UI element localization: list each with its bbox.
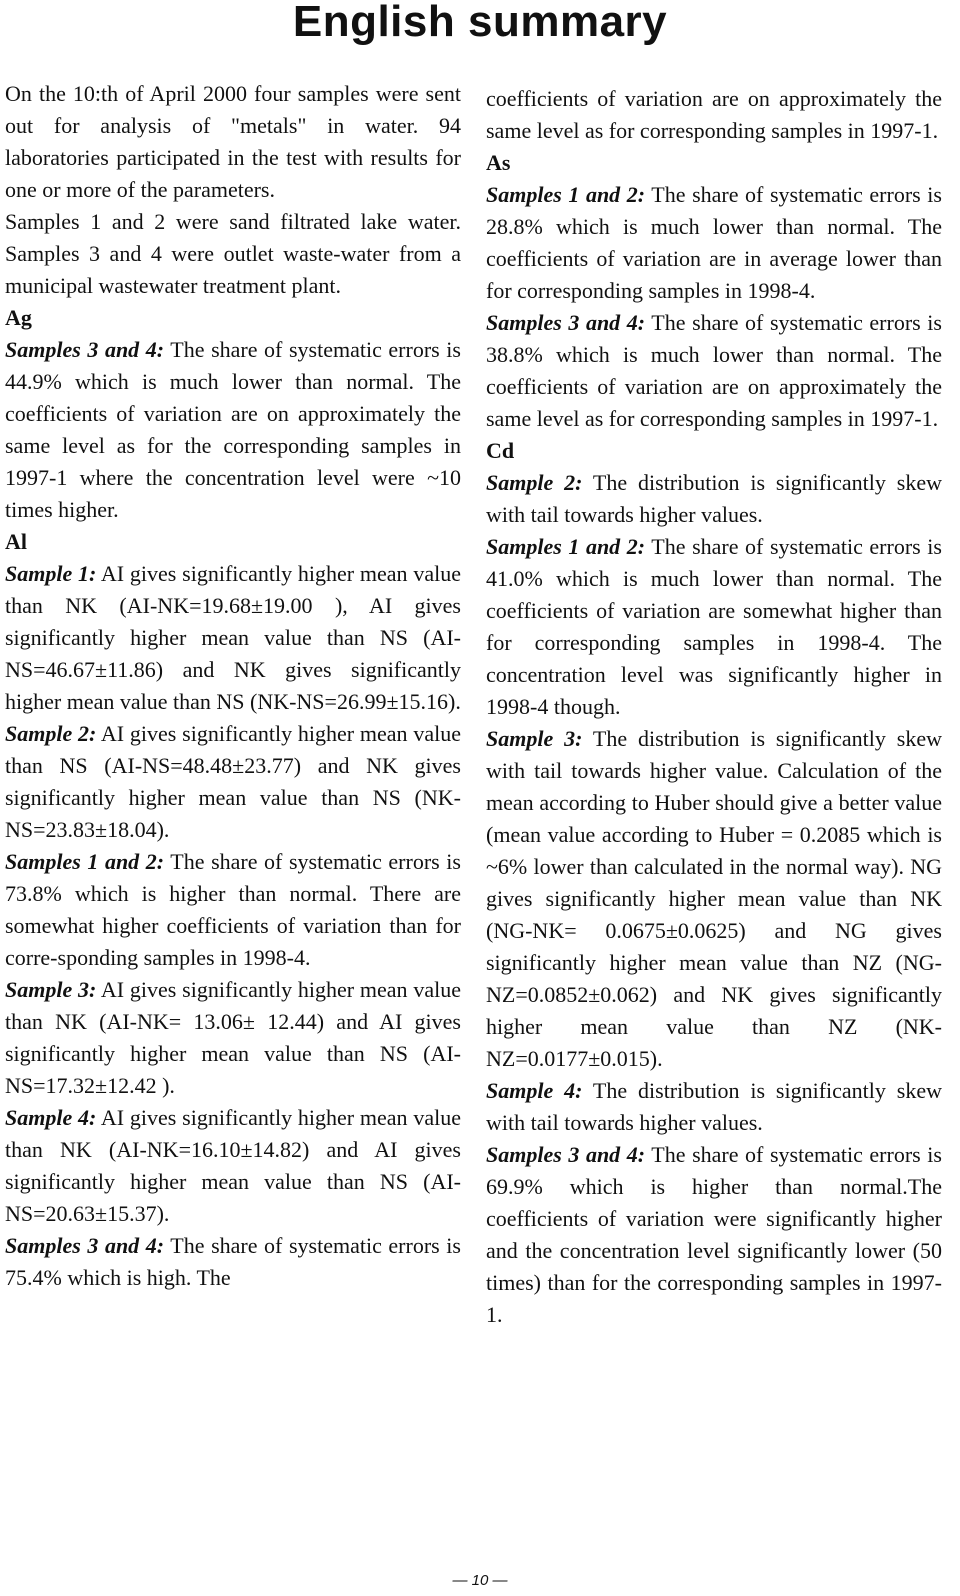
paragraph-text: The share of systematic errors is 44.9% which is much lower than normal. The coefficients of variation are on approximately the same level as for the corresponding samples in 1997-1 where the concentration level were ~10 times higher.	[5, 337, 461, 522]
paragraph-text: The share of systematic errors is 69.9% which is higher than normal.The coefficients of variation were significantly higher and the concentration level significantly lower (50 times) than for the corresponding samples in 1997-1.	[486, 1142, 942, 1327]
paragraph	[5, 206, 461, 302]
sample-label: Sample 3:	[5, 977, 97, 1002]
sample-label: Sample 4:	[486, 1078, 583, 1103]
paragraph-text: The share of systematic errors is 28.8% which is much lower than normal. The coefficients of variation are in average lower than for corresponding samples in 1998-4.	[486, 182, 942, 303]
sample-label: Sample 4:	[5, 1105, 97, 1130]
paragraph-text: The share of systematic errors is 41.0% which is much lower than normal. The coefficients of variation are somewhat higher than for corresponding samples in 1998-4. The concentration level was significantly higher in 1998-4 though.	[486, 534, 942, 719]
sample-label: Sample 3:	[486, 726, 583, 751]
right-column	[486, 83, 942, 1331]
paragraph	[5, 718, 461, 846]
paragraph-text: The share of systematic errors is 38.8% which is much lower than normal. The coefficients of variation are on approximately the same level as for corresponding samples in 1997-1.	[486, 310, 942, 431]
paragraph-text: AI gives significantly higher mean value than NK (AI-NK= 13.06± 12.44) and AI gives significantly higher mean value than NS (AI-NS=17.32±12.42 ).	[5, 977, 461, 1098]
paragraph	[5, 558, 461, 718]
sample-label: Sample 2:	[486, 470, 583, 495]
paragraph-text: The distribution is significantly skew with tail towards higher values.	[486, 470, 942, 527]
paragraph-text: On the 10:th of April 2000 four samples were sent out for analysis of "metals" in water. 94 laboratories participated in the test with results for one or more of the parameters.	[5, 81, 461, 202]
paragraph-text: The distribution is significantly skew with tail towards higher values.	[486, 1078, 942, 1135]
paragraph-text: coefficients of variation are on approximately the same level as for corresponding samples in 1997-1.	[486, 86, 942, 143]
paragraph	[486, 307, 942, 435]
section-heading: Cd	[486, 438, 515, 463]
paragraph-text: Samples 1 and 2 were sand filtrated lake water. Samples 3 and 4 were outlet waste-water from a municipal wastewater treatment plant.	[5, 209, 461, 298]
paragraph	[5, 974, 461, 1102]
sample-label: Samples 3 and 4:	[5, 337, 165, 362]
sample-label: Samples 1 and 2:	[5, 849, 165, 874]
section-heading: As	[486, 150, 511, 175]
page-number: — 10 —	[452, 1572, 508, 1589]
paragraph	[486, 1075, 942, 1139]
paragraph-text: AI gives significantly higher mean value than NK (AI-NK=19.68±19.00 ), AI gives significantly higher mean value than NS (AI-NS=46.67±11.86) and NK gives significantly higher mean value than NS (NK-NS=26.99±15.16).	[5, 561, 461, 714]
section-heading: Ag	[5, 305, 32, 330]
paragraph	[5, 1230, 461, 1294]
paragraph-text: AI gives significantly higher mean value than NK (AI-NK=16.10±14.82) and AI gives significantly higher mean value than NS (AI-NS=20.63±15.37).	[5, 1105, 461, 1226]
sample-label: Samples 3 and 4:	[5, 1233, 165, 1258]
paragraph	[486, 531, 942, 723]
paragraph	[5, 846, 461, 974]
section-heading: Al	[5, 529, 27, 554]
paragraph-text: The distribution is significantly skew with tail towards higher value. Calculation of the mean according to Huber should give a better value (mean value according to Huber = 0.2085 which is ~6% lower than calculated in the normal way). NG gives significantly higher mean value than NK (NG-NK= 0.0675±0.0625) and NG gives significantly higher mean value than NZ (NG-NZ=0.0852±0.062) and NK gives significantly higher mean value than NZ (NK-NZ=0.0177±0.015).	[486, 726, 942, 1071]
paragraph	[486, 723, 942, 1075]
paragraph	[486, 467, 942, 531]
sample-label: Samples 3 and 4:	[486, 1142, 646, 1167]
paragraph	[486, 83, 942, 147]
sample-label: Sample 1:	[5, 561, 97, 586]
paragraph	[5, 334, 461, 526]
paragraph-text: The share of systematic errors is 75.4% which is high. The	[5, 1233, 461, 1290]
page-title: English summary	[292, 0, 668, 46]
paragraph	[5, 78, 461, 206]
left-column	[5, 78, 461, 1294]
sample-label: Sample 2:	[5, 721, 97, 746]
sample-label: Samples 1 and 2:	[486, 534, 646, 559]
sample-label: Samples 3 and 4:	[486, 310, 646, 335]
paragraph	[486, 1139, 942, 1331]
paragraph	[5, 1102, 461, 1230]
paragraph-text: AI gives significantly higher mean value than NS (AI-NS=48.48±23.77) and NK gives significantly higher mean value than NS (NK-NS=23.83±18.04).	[5, 721, 461, 842]
paragraph	[486, 179, 942, 307]
sample-label: Samples 1 and 2:	[486, 182, 646, 207]
paragraph-text: The share of systematic errors is 73.8% which is higher than normal. There are somewhat higher coefficients of variation than for corre-sponding samples in 1998-4.	[5, 849, 461, 970]
